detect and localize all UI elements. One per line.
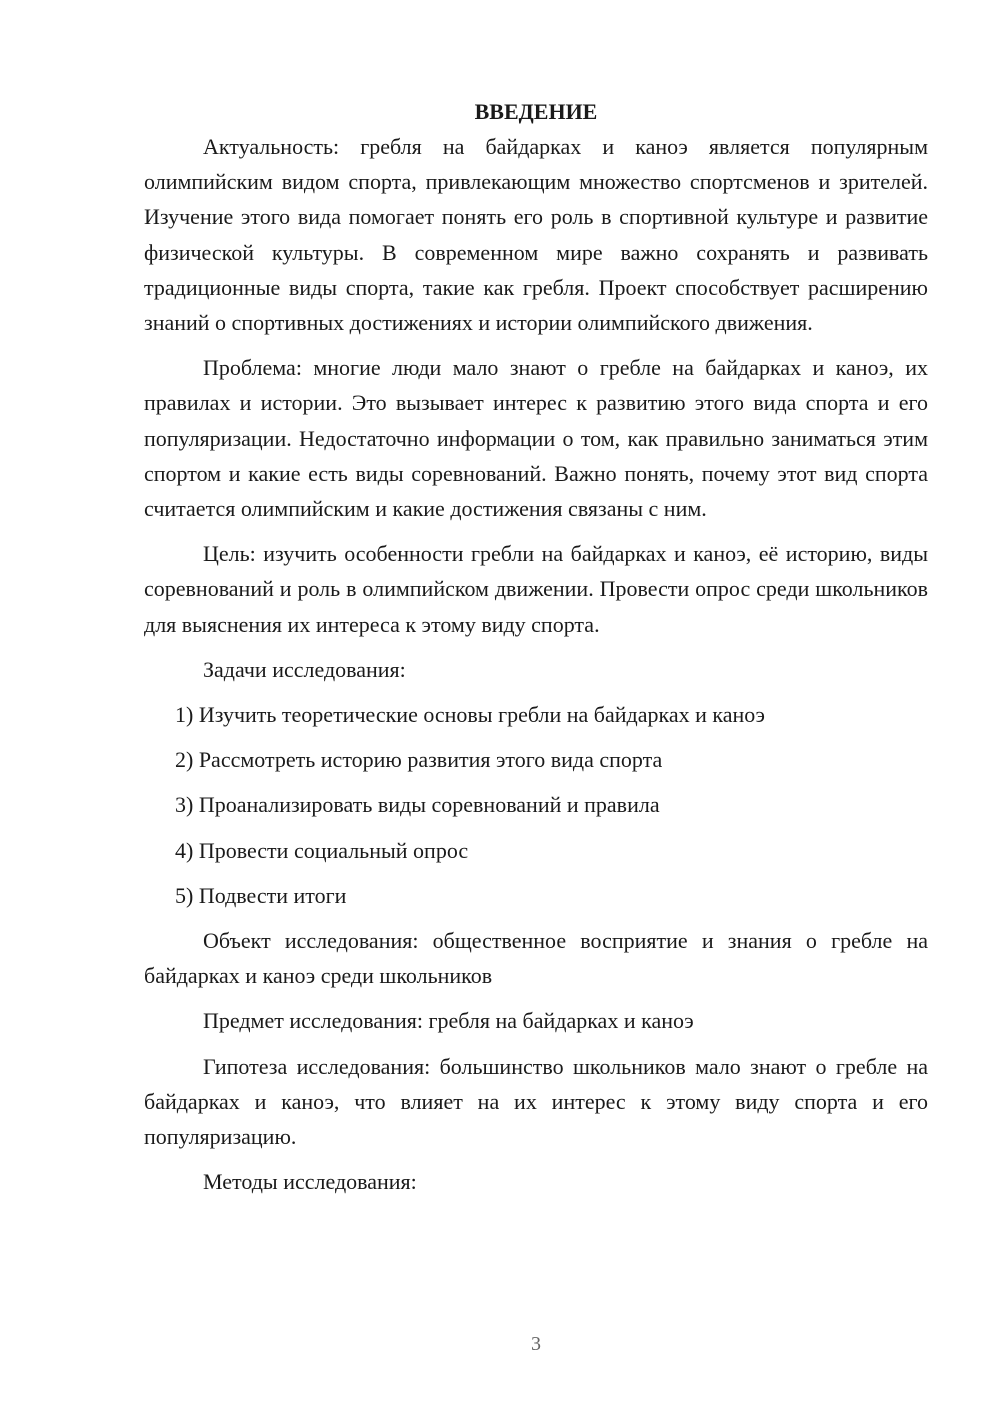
- problem-paragraph: Проблема: многие люди мало знают о гребле на байдарках и каноэ, их правилах и истории. Это вызывает интерес к развитию этого вида спорта и его популяризации. Недостаточно информации о том, как правильно заниматься этим спортом и какие есть виды соревнований. Важно понять, почему этот вид спорта считается олимпийским и какие достижения связаны с ним.: [144, 355, 928, 522]
- task-item-5: 5) Подвести итоги: [175, 882, 347, 908]
- task-item-1: 1) Изучить теоретические основы гребли на байдарках и каноэ: [175, 702, 765, 728]
- methods-heading: Методы исследования:: [203, 1169, 417, 1195]
- page-title: ВВЕДЕНИЕ: [474, 99, 598, 124]
- page-number: 3: [531, 1333, 541, 1355]
- subject-paragraph: Предмет исследования: гребля на байдарках и каноэ: [203, 1008, 694, 1034]
- task-item-3: 3) Проанализировать виды соревнований и правила: [175, 792, 660, 818]
- task-item-4: 4) Провести социальный опрос: [175, 837, 469, 863]
- goal-paragraph: Цель: изучить особенности гребли на байдарках и каноэ, её историю, виды соревнований и роль в олимпийском движении. Провести опрос среди школьников для выяснения их интереса к этому виду спорта.: [144, 541, 928, 637]
- tasks-heading: Задачи исследования:: [203, 656, 406, 682]
- object-paragraph: Объект исследования: общественное восприятие и знания о гребле на байдарках и каноэ среди школьников: [144, 928, 928, 989]
- relevance-paragraph: Актуальность: гребля на байдарках и каноэ является популярным олимпийским видом спорта, привлекающим множество спортсменов и зрителей. Изучение этого вида помогает понять его роль в спортивной культуре и развитие физической культуры. В современном мире важно сохранять и развивать традиционные виды спорта, такие как гребля. Проект способствует расширению знаний о спортивных достижениях и истории олимпийского движения.: [144, 134, 928, 336]
- task-item-2: 2) Рассмотреть историю развития этого вида спорта: [175, 747, 663, 773]
- hypothesis-paragraph: Гипотеза исследования: большинство школьников мало знают о гребле на байдарках и каноэ, что влияет на их интерес к этому виду спорта и его популяризацию.: [144, 1053, 928, 1150]
- page-content: [144, 94, 928, 1209]
